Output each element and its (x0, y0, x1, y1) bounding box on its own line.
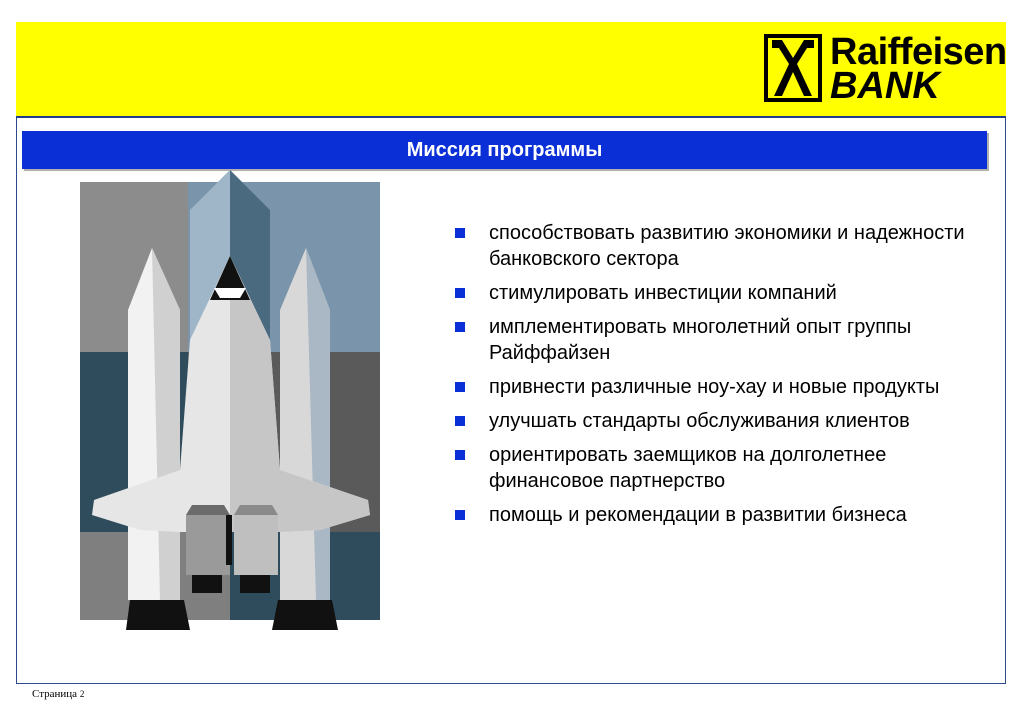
bullet-square-icon (455, 510, 465, 520)
bullet-text: улучшать стандарты обслуживания клиентов (489, 410, 910, 432)
list-item (455, 280, 975, 306)
bullet-square-icon (455, 450, 465, 460)
bullet-text: стимулировать инвестиции компаний (489, 282, 837, 304)
bullet-square-icon (455, 416, 465, 426)
bullet-text: имплементировать многолетний опыт группы Райффайзен (489, 316, 912, 364)
page-label: Страница (32, 688, 78, 700)
bullet-square-icon (455, 382, 465, 392)
list-item (455, 408, 975, 434)
bullet-text: ориентировать заемщиков на долголетнее финансовое партнерство (489, 444, 887, 492)
mission-bullet-list (455, 220, 975, 536)
brand-name: Raiffeisen (830, 31, 1007, 73)
section-title-bar (22, 131, 987, 169)
list-item (455, 374, 975, 400)
bullet-square-icon (455, 228, 465, 238)
list-item (455, 442, 975, 494)
list-item (455, 220, 975, 272)
bullet-square-icon (455, 288, 465, 298)
bullet-square-icon (455, 322, 465, 332)
bullet-text: привнести различные ноу-хау и новые продукты (489, 376, 940, 398)
raiffeisen-logo (764, 31, 1007, 107)
crossed-horse-heads-icon (764, 34, 822, 102)
list-item (455, 502, 975, 528)
space-shuttle-illustration (80, 170, 380, 632)
page-footer (32, 688, 84, 700)
section-title: Миссия программы (406, 138, 603, 161)
bullet-text: способствовать развитию экономики и надежности банковского сектора (489, 222, 965, 270)
page-number: 2 (79, 689, 85, 699)
bullet-text: помощь и рекомендации в развитии бизнеса (489, 504, 907, 526)
list-item (455, 314, 975, 366)
brand-subname: BANK (830, 65, 940, 107)
